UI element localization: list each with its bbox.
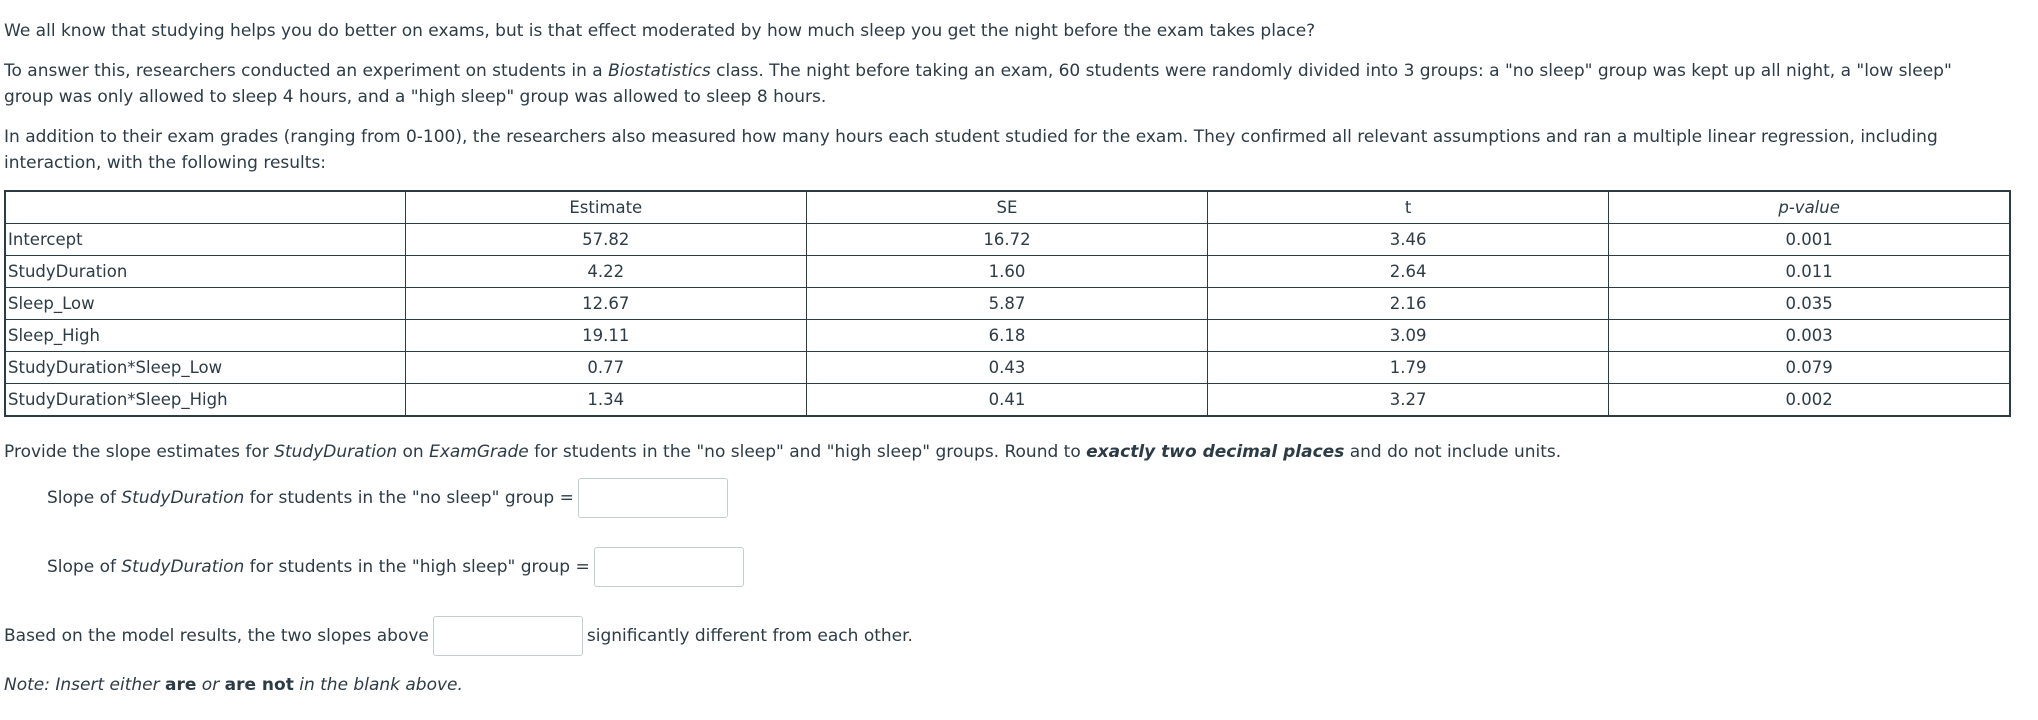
header-se: SE [806, 191, 1207, 224]
table-header-row [5, 191, 2010, 224]
cell-estimate: 4.22 [405, 256, 806, 288]
note-c: or [196, 675, 225, 695]
cell-t: 3.46 [1208, 224, 1609, 256]
cell-estimate: 12.67 [405, 288, 806, 320]
intro-p2-text-a: To answer this, researchers conducted an experiment on students in a [4, 61, 609, 81]
table-row [5, 288, 2010, 320]
cell-t: 2.16 [1208, 288, 1609, 320]
question-slope-significance [4, 616, 913, 656]
cell-se: 1.60 [806, 256, 1207, 288]
header-p-value: p-value [1609, 191, 2010, 224]
instruction-study-duration: StudyDuration [274, 442, 398, 462]
row-label: Sleep_High [5, 320, 405, 352]
instruction-text-c: on [397, 442, 430, 462]
intro-paragraph-2 [4, 58, 2004, 110]
cell-p-value: 0.011 [1609, 256, 2010, 288]
cell-estimate: 0.77 [405, 352, 806, 384]
cell-t: 2.64 [1208, 256, 1609, 288]
cell-p-value: 0.001 [1609, 224, 2010, 256]
question-high-sleep-slope [47, 547, 748, 587]
cell-estimate: 57.82 [405, 224, 806, 256]
intro-p2-course-name: Biostatistics [608, 61, 711, 81]
q1-suffix: for students in the "no sleep" group = [244, 488, 574, 508]
table-row [5, 352, 2010, 384]
note-text [4, 672, 463, 698]
intro-p2-text-b: class. The night before taking an exam, 60 students were randomly divided into 3 groups: a "no sleep" group was kept up all night, a "low sleep" group was only allowed to sleep 4 hours, and a "high sleep" group was allowed to sleep 8 hours. [4, 61, 1952, 107]
note-are-not: are not [224, 675, 294, 695]
cell-estimate: 19.11 [405, 320, 806, 352]
table-row [5, 256, 2010, 288]
question-no-sleep-slope [47, 478, 732, 518]
cell-se: 5.87 [806, 288, 1207, 320]
row-label: Sleep_Low [5, 288, 405, 320]
significance-blank-input[interactable] [433, 616, 583, 656]
header-estimate: Estimate [405, 191, 806, 224]
cell-p-value: 0.035 [1609, 288, 2010, 320]
cell-t: 3.27 [1208, 384, 1609, 417]
cell-se: 6.18 [806, 320, 1207, 352]
row-label: StudyDuration [5, 256, 405, 288]
instruction-rounding-emphasis: exactly two decimal places [1086, 442, 1345, 462]
q2-label [47, 554, 590, 580]
q1-prefix: Slope of [47, 488, 122, 508]
note-a: Note: Insert either [4, 675, 166, 695]
cell-p-value: 0.002 [1609, 384, 2010, 417]
instruction-exam-grade: ExamGrade [429, 442, 529, 462]
q2-prefix: Slope of [47, 557, 122, 577]
cell-t: 3.09 [1208, 320, 1609, 352]
table-row [5, 384, 2010, 417]
row-label: Intercept [5, 224, 405, 256]
intro-paragraph-1: We all know that studying helps you do better on exams, but is that effect moderated by how much sleep you get the night before the exam takes place? [4, 21, 1316, 41]
cell-p-value: 0.079 [1609, 352, 2010, 384]
regression-results-table [4, 190, 2011, 417]
cell-p-value: 0.003 [1609, 320, 2010, 352]
q1-label [47, 485, 574, 511]
q2-suffix: for students in the "high sleep" group = [244, 557, 590, 577]
note-are: are [165, 675, 197, 695]
row-label: StudyDuration*Sleep_Low [5, 352, 405, 384]
table-row [5, 224, 2010, 256]
high-sleep-slope-input[interactable] [594, 547, 744, 587]
instruction-text-e: for students in the "no sleep" and "high sleep" groups. Round to [528, 442, 1087, 462]
intro-paragraph-3: In addition to their exam grades (ranging from 0-100), the researchers also measured how many hours each student studied for the exam. They confirmed all relevant assumptions and ran a multiple linear regression, including interaction, with the following results: [4, 127, 1938, 173]
cell-estimate: 1.34 [405, 384, 806, 417]
cell-se: 16.72 [806, 224, 1207, 256]
table-row [5, 320, 2010, 352]
q3-suffix: significantly different from each other. [586, 626, 913, 646]
instruction-paragraph [4, 439, 2004, 465]
q3-prefix: Based on the model results, the two slopes above [4, 626, 429, 646]
cell-se: 0.43 [806, 352, 1207, 384]
cell-se: 0.41 [806, 384, 1207, 417]
instruction-text-a: Provide the slope estimates for [4, 442, 275, 462]
note-e: in the blank above. [293, 675, 463, 695]
q1-variable: StudyDuration [121, 488, 245, 508]
no-sleep-slope-input[interactable] [578, 478, 728, 518]
instruction-text-g: and do not include units. [1344, 442, 1562, 462]
row-label: StudyDuration*Sleep_High [5, 384, 405, 417]
cell-t: 1.79 [1208, 352, 1609, 384]
header-t: t [1208, 191, 1609, 224]
q2-variable: StudyDuration [121, 557, 245, 577]
header-blank [5, 191, 405, 224]
